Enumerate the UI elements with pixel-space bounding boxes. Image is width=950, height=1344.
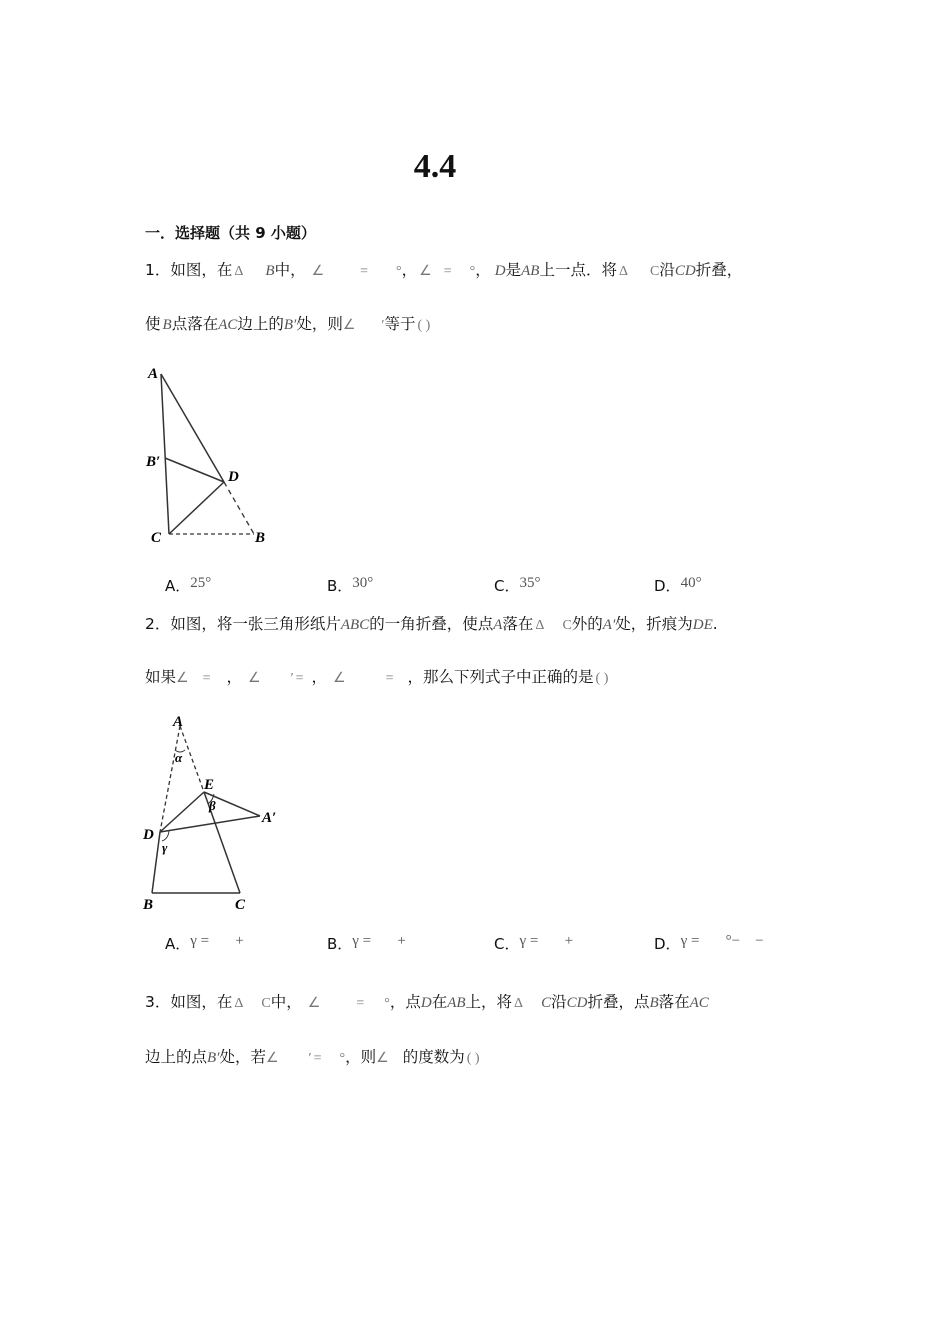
q1-triangle-symbol: Δ — [234, 264, 244, 279]
q3-zai: 在 — [431, 993, 448, 1011]
q2-label-gamma: γ — [162, 840, 168, 855]
q1-zhong: 中， — [274, 261, 306, 279]
q3-du: 的度数为 — [402, 1048, 465, 1066]
q3-shang: 上，将 — [465, 993, 513, 1011]
q1-option-b[interactable] — [327, 575, 373, 596]
q3-prime: ′ — [308, 1051, 312, 1066]
q2-end: . — [712, 615, 718, 633]
q1-angle3: ∠ — [342, 318, 356, 333]
q2-var-abc: ABC — [340, 617, 370, 633]
q1-var-b: B — [265, 263, 275, 279]
q2-option-d[interactable] — [654, 933, 764, 954]
q2-option-b[interactable] — [327, 933, 406, 954]
q1-option-d-value: 40° — [680, 575, 702, 591]
q2-label-e: E — [204, 777, 215, 793]
q1-option-c-label: C． — [494, 577, 520, 595]
q2-chu: 处，折痕为 — [615, 615, 693, 633]
q1-figure — [140, 360, 280, 555]
q2-edge-ae-dashed — [180, 726, 204, 792]
q1-eq1: = — [360, 264, 369, 279]
q1-line2 — [145, 312, 430, 334]
q3-line1 — [145, 990, 709, 1012]
q2-var-aprime: A′ — [602, 617, 616, 633]
q2-var-de: DE — [692, 617, 713, 633]
q2-angle2: ∠ — [248, 671, 261, 686]
q1-shi: 是 — [505, 261, 522, 279]
q1-sep2: ， — [475, 261, 491, 279]
q1-option-a-label: A． — [165, 577, 191, 595]
q1-option-a-value: 25° — [190, 575, 212, 591]
q3-answer-paren: ( ) — [466, 1051, 480, 1066]
q2-label-aprime: A′ — [262, 810, 277, 826]
q3-var-d: D — [420, 995, 432, 1011]
q1-eq2: = — [443, 264, 452, 279]
q1-var-c: C — [649, 264, 660, 279]
q1-var-ab: AB — [521, 263, 540, 279]
q3-var-c-2: C — [541, 995, 552, 1011]
q3-angle: ∠ — [307, 996, 321, 1011]
q1-label-b: B — [255, 530, 266, 546]
q1-luo: 点落在 — [171, 315, 219, 333]
q1-angle2: ∠ — [419, 264, 432, 279]
q1-option-a[interactable] — [165, 575, 211, 596]
q1-deg2: ° — [469, 264, 476, 279]
q2-option-a-label: A． — [165, 935, 191, 953]
q1-shang: 上一点．将 — [539, 261, 617, 279]
q2-luo: 落在 — [502, 615, 534, 633]
q3-deg: ° — [384, 996, 390, 1011]
q1-angle1: ∠ — [311, 264, 325, 279]
q1-bian: 边上的 — [237, 315, 284, 333]
q2-line1 — [145, 612, 718, 634]
q2-var-c: C — [562, 618, 572, 633]
q3-eq: = — [356, 996, 365, 1011]
q3-num: 3．如图，在 — [145, 993, 233, 1011]
q2-mid: 的一角折叠，使点 — [369, 615, 494, 633]
q2-num: 2．如图，将一张三角形纸片 — [145, 615, 341, 633]
q2-line2 — [145, 665, 608, 687]
q2-option-c[interactable] — [494, 933, 573, 954]
q2-option-a-value: γ = + — [190, 933, 244, 949]
q1-answer-paren: ( ) — [417, 318, 431, 333]
q2-angle1: ∠ — [176, 671, 189, 686]
q2-answer-paren: ( ) — [595, 671, 609, 686]
q1-option-d[interactable] — [654, 575, 702, 596]
q3-triangle-symbol: Δ — [234, 996, 244, 1011]
q1-var-bprime: B′ — [283, 317, 297, 333]
q2-option-d-value: γ = °− − — [680, 933, 764, 949]
q2-label-beta: β — [209, 798, 216, 813]
q2-var-a: A — [493, 617, 503, 633]
q1-num: 1．如图，在 — [145, 261, 233, 279]
q2-triangle-symbol: Δ — [535, 618, 545, 633]
q1-var-cd: CD — [674, 263, 696, 279]
q3-yan: 沿 — [551, 993, 567, 1011]
q1-option-b-label: B． — [327, 577, 353, 595]
q3-angle3: ∠ — [376, 1051, 389, 1066]
q1-fold: 折叠， — [695, 261, 743, 279]
q1-var-d: D — [494, 263, 506, 279]
q2-label-alpha: α — [175, 750, 183, 765]
q2-option-b-value: γ = + — [352, 933, 406, 949]
q1-deng: 等于 — [384, 315, 416, 333]
q3-dian: ，点 — [389, 993, 421, 1011]
q1-edge-db-dashed — [224, 482, 254, 534]
q2-label-c: C — [235, 897, 246, 913]
q1-shi: 使 — [145, 315, 161, 333]
q2-option-d-label: D． — [654, 935, 681, 953]
section-heading: 一．选择题（共 9 小题） — [145, 224, 316, 242]
q1-edge-ac — [161, 374, 169, 534]
q1-option-b-value: 30° — [352, 575, 374, 591]
q2-option-a[interactable] — [165, 933, 244, 954]
q3-chu: 处，若 — [219, 1048, 266, 1066]
q2-wai: 外的 — [571, 615, 603, 633]
page-title: 4.4 — [413, 148, 457, 185]
q3-var-c: C — [261, 996, 271, 1011]
q1-yan: 沿 — [659, 261, 675, 279]
q3-var-ac: AC — [689, 995, 709, 1011]
q1-edge-cd — [169, 482, 224, 534]
q1-sep1: ， — [401, 261, 418, 279]
q1-edge-ad — [161, 374, 224, 482]
q2-eq1: = — [202, 671, 211, 686]
q1-chu: 处，则 — [296, 315, 343, 333]
q2-eq3: = — [385, 671, 394, 686]
q3-var-ab: AB — [447, 995, 466, 1011]
q3-var-cd: CD — [566, 995, 588, 1011]
q2-option-b-label: B． — [327, 935, 353, 953]
q1-label-bprime: B′ — [146, 454, 161, 470]
q1-option-c-value: 35° — [519, 575, 541, 591]
q2-label-a: A — [173, 714, 184, 730]
q3-var-b: B — [649, 995, 659, 1011]
q2-c2: ， — [311, 668, 328, 686]
q1-label-a: A — [148, 366, 159, 382]
q2-label-b: B — [143, 897, 154, 913]
q3-zhong: 中， — [270, 993, 302, 1011]
q1-line1 — [145, 258, 742, 280]
q3-line2 — [145, 1045, 480, 1067]
q2-prime: ′ — [290, 671, 294, 686]
q1-var-b-2: B — [162, 317, 172, 333]
q1-triangle-symbol-2: Δ — [618, 264, 628, 279]
q1-edge-bprime-d — [165, 458, 224, 482]
q3-eq2: = — [313, 1051, 322, 1066]
q3-triangle-symbol-2: Δ — [514, 996, 524, 1011]
q2-option-c-label: C． — [494, 935, 520, 953]
q3-luo: 落在 — [658, 993, 690, 1011]
q1-deg1: ° — [396, 264, 402, 279]
q2-option-c-value: γ = + — [519, 933, 574, 949]
q1-label-c: C — [151, 530, 162, 546]
q3-deg2: ° — [339, 1051, 346, 1066]
q1-var-ac: AC — [218, 317, 238, 333]
q2-figure — [135, 710, 290, 920]
q3-bian: 边上的点 — [145, 1048, 208, 1066]
q3-angle2: ∠ — [265, 1051, 279, 1066]
q3-fold: 折叠，点 — [587, 993, 650, 1011]
q3-var-bprime: B′ — [207, 1050, 220, 1066]
q2-c1: ， — [226, 668, 242, 686]
q2-angle3: ∠ — [333, 671, 346, 686]
q2-tail: ，那么下列式子中正确的是 — [407, 668, 594, 686]
q2-eq2: = — [295, 671, 304, 686]
q3-ze: ，则 — [345, 1048, 377, 1066]
q1-label-d: D — [228, 469, 239, 485]
q2-label-d: D — [143, 827, 154, 843]
q1-prime: ′ — [381, 318, 385, 333]
q1-option-c[interactable] — [494, 575, 540, 596]
q2-ru: 如果 — [145, 668, 177, 686]
q1-option-d-label: D． — [654, 577, 681, 595]
